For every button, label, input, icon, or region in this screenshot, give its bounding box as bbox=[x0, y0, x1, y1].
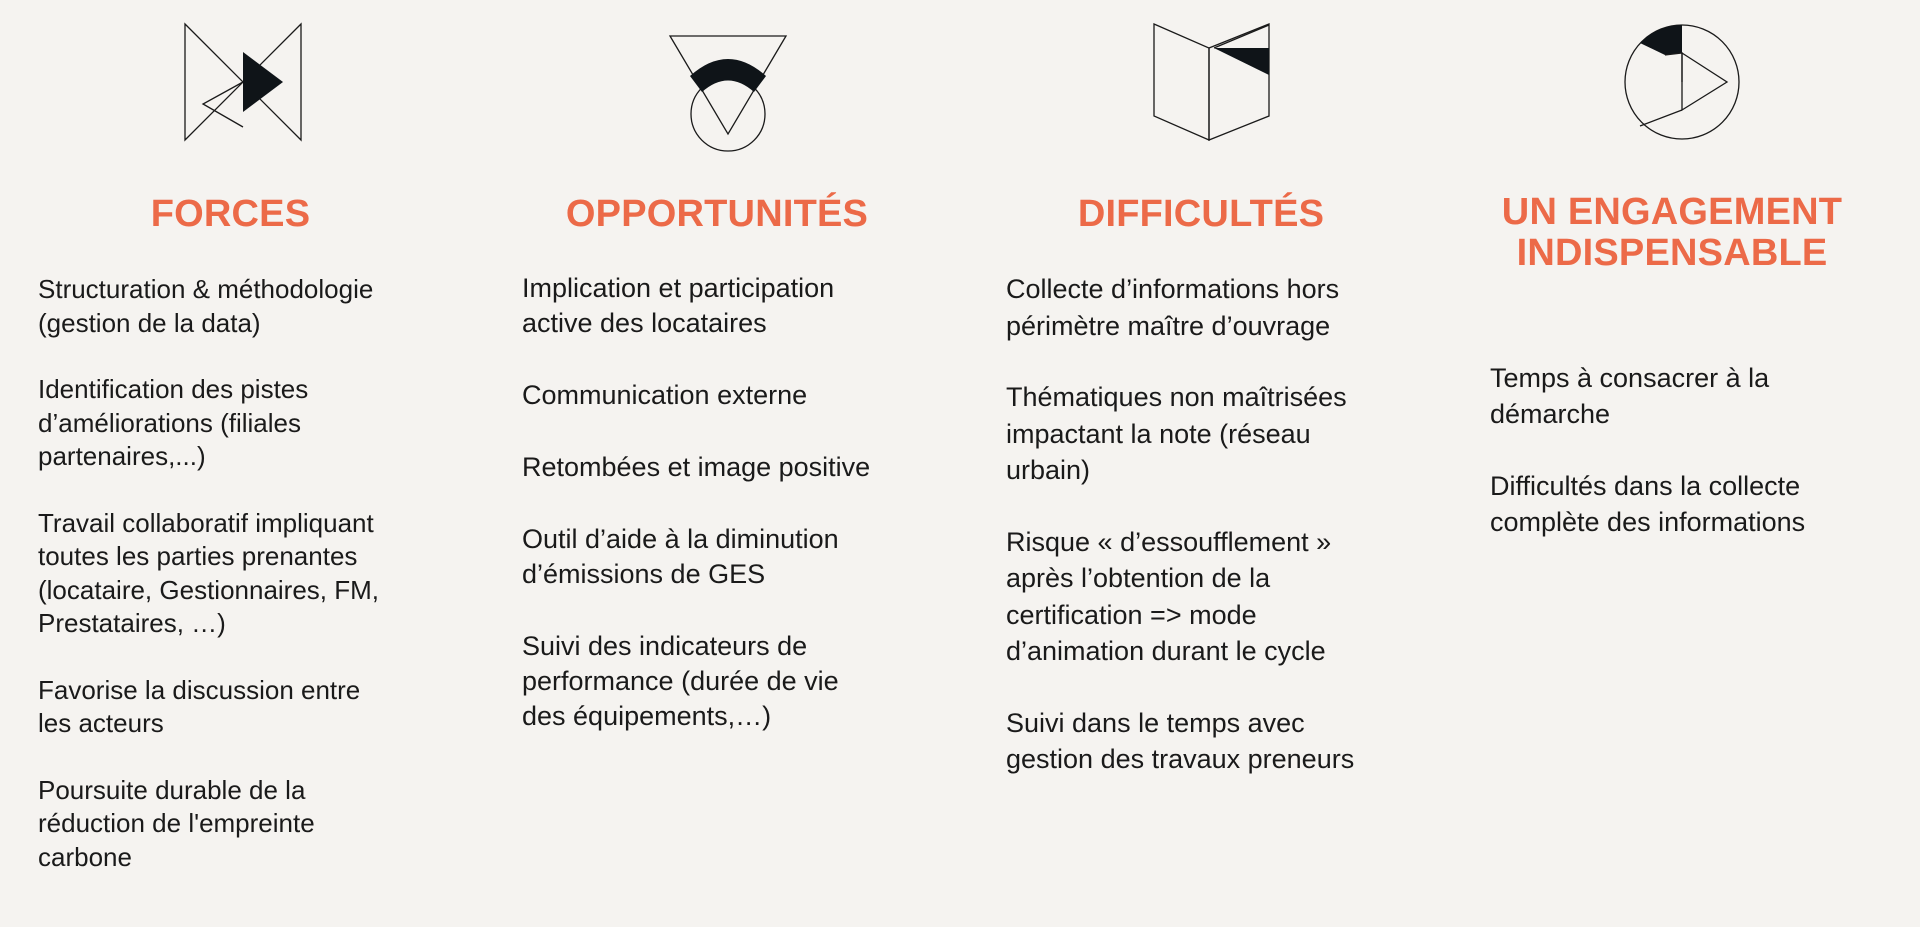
forces-list bbox=[38, 273, 458, 907]
list-item: Suivi des indicateurs de performance (durée de vie des équipements,…) bbox=[522, 631, 839, 731]
list-item: Implication et participation active des locataires bbox=[522, 273, 835, 338]
list-item: Structuration & méthodologie (gestion de la data) bbox=[38, 274, 374, 338]
list-item: Thématiques non maîtrisées impactant la note (réseau urbain) bbox=[1006, 382, 1347, 485]
list-item: Retombées et image positive bbox=[522, 452, 871, 482]
list-item: Outil d’aide à la diminution d’émissions de GES bbox=[522, 524, 839, 589]
bowtie-triangle-icon bbox=[183, 22, 303, 154]
section-title: DIFFICULTÉS bbox=[1077, 193, 1325, 235]
section-title: UN ENGAGEMENT INDISPENSABLE bbox=[1501, 191, 1843, 274]
list-item: Favorise la discussion entre les acteurs bbox=[38, 674, 361, 738]
list-item: Poursuite durable de la réduction de l'empreinte carbone bbox=[38, 774, 315, 872]
list-item: Communication externe bbox=[522, 380, 808, 410]
list-item: Risque « d’essoufflement » après l’obtention de la certification => mode d’animation durant le cycle bbox=[1006, 526, 1332, 666]
list-item: Suivi dans le temps avec gestion des travaux preneurs bbox=[1006, 707, 1355, 774]
list-item: Travail collaboratif impliquant toutes les parties prenantes (locataire, Gestionnaires, FM, Prestataires, …) bbox=[38, 507, 380, 638]
list-item: Difficultés dans la collecte complète des informations bbox=[1490, 471, 1806, 537]
difficultes-list bbox=[1006, 271, 1426, 813]
section-title: FORCES bbox=[150, 193, 311, 235]
list-item: Temps à consacrer à la démarche bbox=[1490, 363, 1770, 429]
triangle-circle-arc-icon bbox=[668, 34, 788, 166]
open-box-icon bbox=[1152, 22, 1272, 154]
opportunites-list bbox=[522, 271, 942, 771]
circle-play-icon bbox=[1622, 22, 1742, 154]
list-item: Collecte d’informations hors périmètre maître d’ouvrage bbox=[1006, 274, 1340, 341]
engagement-list bbox=[1490, 360, 1910, 576]
list-item: Identification des pistes d’améliorations (filiales partenaires,...) bbox=[38, 374, 309, 471]
section-title: OPPORTUNITÉS bbox=[565, 193, 869, 235]
